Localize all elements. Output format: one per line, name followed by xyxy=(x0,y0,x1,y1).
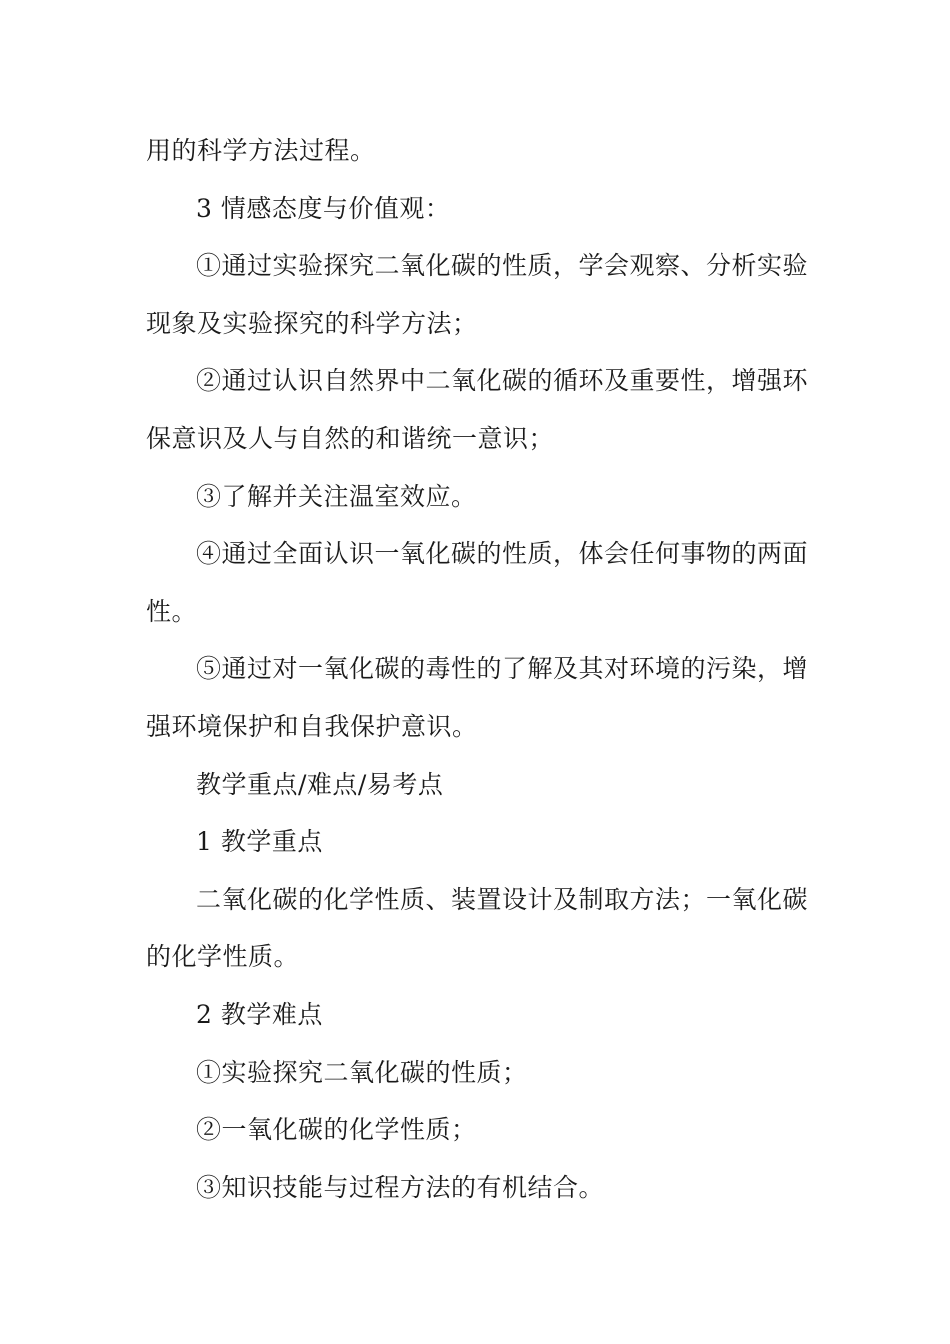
list-item-4: ④通过全面认识一氧化碳的性质，体会任何事物的两面性。 xyxy=(146,539,809,626)
difficulty-item-1: ①实验探究二氧化碳的性质； xyxy=(196,1057,528,1087)
subheading-teaching-difficulty: 2 教学难点 xyxy=(196,999,323,1029)
list-item-5: ⑤通过对一氧化碳的毒性的了解及其对环境的污染，增强环境保护和自我保护意识。 xyxy=(146,654,809,741)
paragraph-continuation: 用的科学方法过程。 xyxy=(146,136,376,165)
document-body xyxy=(146,122,808,1216)
subheading-teaching-focus: 1 教学重点 xyxy=(196,827,323,857)
list-item-1: ①通过实验探究二氧化碳的性质，学会观察、分析实验现象及实验探究的科学方法； xyxy=(146,251,809,338)
difficulty-item-3: ③知识技能与过程方法的有机结合。 xyxy=(196,1172,605,1202)
list-item-2: ②通过认识自然界中二氧化碳的循环及重要性，增强环保意识及人与自然的和谐统一意识； xyxy=(146,366,809,453)
paragraph-teaching-focus: 二氧化碳的化学性质、装置设计及制取方法；一氧化碳的化学性质。 xyxy=(146,884,809,972)
difficulty-item-2: ②一氧化碳的化学性质； xyxy=(196,1115,477,1145)
list-item-3: ③了解并关注温室效应。 xyxy=(196,481,477,511)
heading-attitude-values: 3 情感态度与价值观： xyxy=(196,193,451,223)
section-heading-key-points: 教学重点/难点/易考点 xyxy=(196,769,444,799)
